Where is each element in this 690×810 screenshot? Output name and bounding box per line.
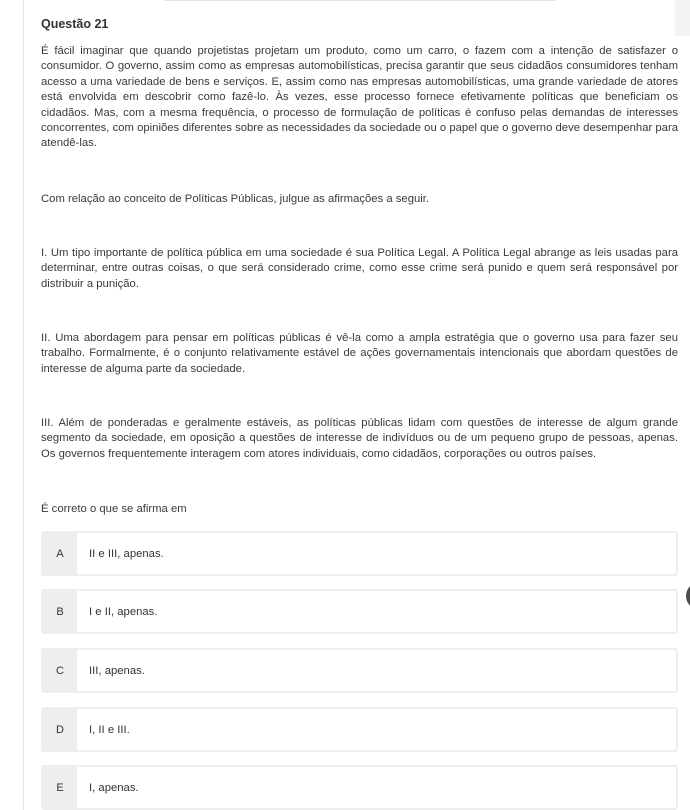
left-border (23, 0, 24, 810)
statement-2: II. Uma abordagem para pensar em políticas públicas é vê-la como a ampla estratégia que o governo usa para fazer seu trabalho. Formalmente, é o conjunto relativamente estável de ações governamentais intencionais que abordam questões de interesse de alguma parte da sociedade. (41, 332, 678, 375)
option-letter: A (43, 533, 77, 574)
right-panel-edge (675, 0, 690, 36)
statement-1: I. Um tipo importante de política pública em uma sociedade é sua Política Legal. A Política Legal abrange as leis usadas para determinar, entre outras coisas, o que será considerado crime, como esse crime será punido e quem será responsável por distribuir a punição. (41, 247, 678, 290)
floating-toggle-button[interactable] (686, 583, 690, 609)
option-text: II e III, apenas. (89, 547, 164, 560)
option-b[interactable] (41, 589, 678, 634)
option-d[interactable] (41, 707, 678, 752)
option-text: III, apenas. (89, 664, 145, 677)
option-text: I, II e III. (89, 723, 130, 736)
question-context: É fácil imaginar que quando projetistas projetam um produto, como um carro, o fazem com a intenção de satisfazer o consumidor. O governo, assim como as empresas automobilísticas, precisa garantir que seus cidadãos consumidores tenham acesso a uma variedade de bens e serviços. E, assim como nas empresas automobilísticas, uma grande variedade de atores está envolvida em descobrir como fazê-lo. Às vezes, esse processo fornece efetivamente políticas que beneficiam os cidadãos. Mas, com a mesma frequência, o processo de formulação de políticas é confuso pelas demandas de interesses concorrentes, com opiniões diferentes sobre as necessidades da sociedade ou o papel que o governo deve desempenhar para atendê-las. (41, 45, 678, 150)
option-letter: C (43, 650, 77, 691)
option-letter: B (43, 591, 77, 632)
option-letter: E (43, 767, 77, 808)
question-title: Questão 21 (41, 17, 109, 31)
option-c[interactable] (41, 648, 678, 693)
question-prompt: Com relação ao conceito de Políticas Públicas, julgue as afirmações a seguir. (41, 193, 430, 205)
option-letter: D (43, 709, 77, 750)
option-text: I e II, apenas. (89, 605, 158, 618)
option-e[interactable] (41, 765, 678, 810)
top-divider (164, 0, 556, 1)
option-a[interactable] (41, 531, 678, 576)
option-text: I, apenas. (89, 781, 139, 794)
question-stem: É correto o que se afirma em (41, 503, 187, 515)
statement-3: III. Além de ponderadas e geralmente estáveis, as políticas públicas lidam com questões de interesse de algum grande segmento da sociedade, em oposição a questões de interesse de indivíduos ou de um pequeno grupo de pessoas, apenas. Os governos frequentemente interagem com atores individuais, como cidadãos, corporações ou outros países. (41, 417, 678, 460)
